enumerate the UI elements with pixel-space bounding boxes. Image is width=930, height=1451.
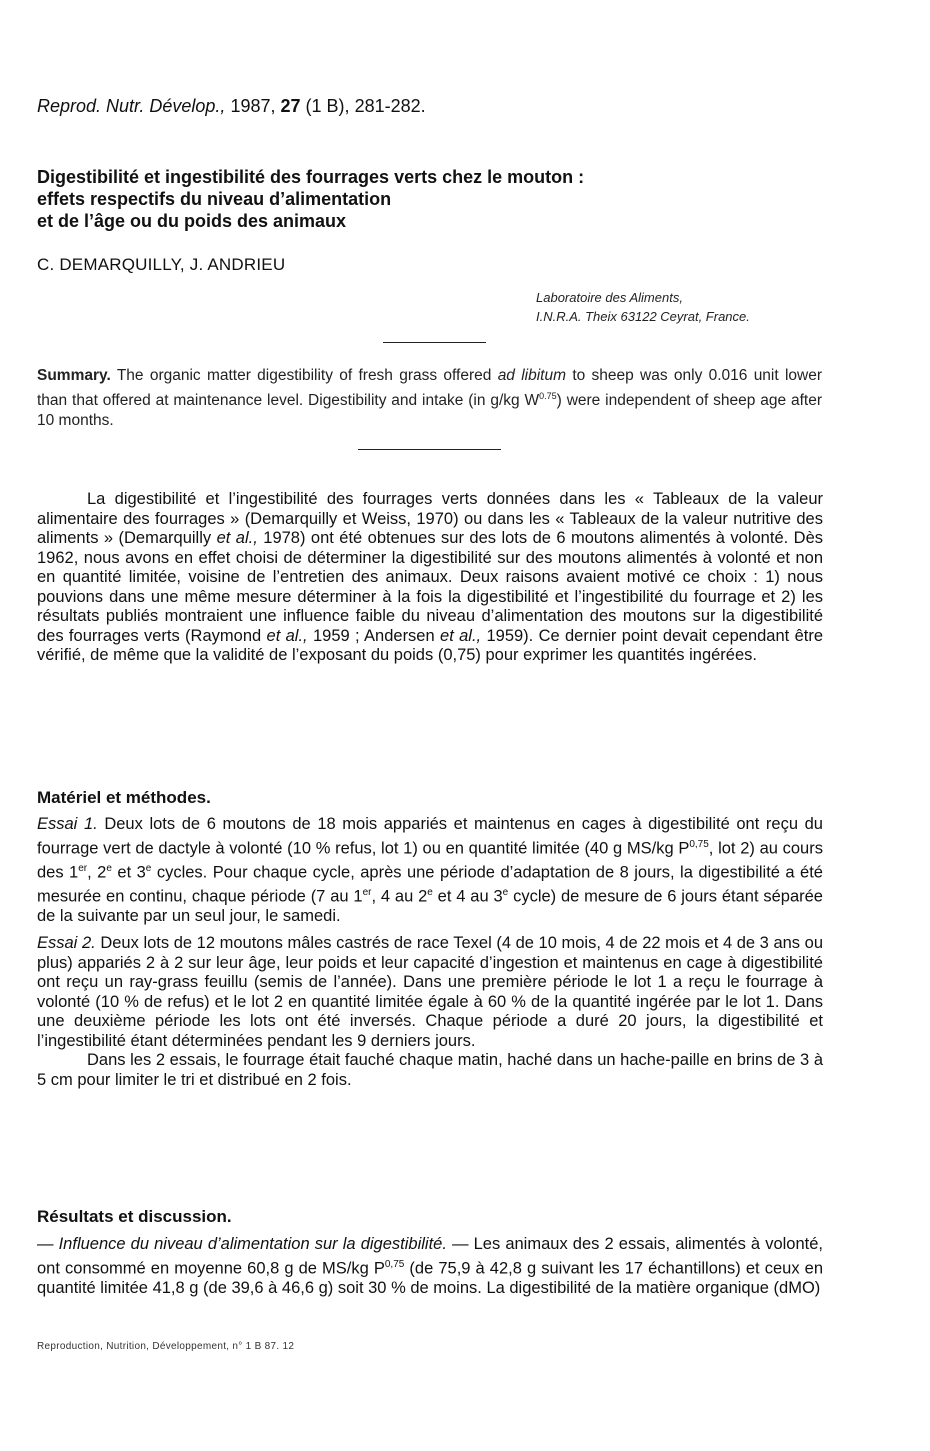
body-text: Deux lots de 6 moutons de 18 mois appariés et maintenus en cages à digestibilité ont reçu du fourrage vert de dactyle à volonté (10 % refus, lot 1) ou en quantité limitée (40 g MS/kg P xyxy=(37,815,823,857)
summary-text: ) were independent of sheep age after 10 months. xyxy=(37,392,822,430)
introduction xyxy=(37,490,823,666)
superscript: 0,75 xyxy=(384,1258,405,1270)
affiliation xyxy=(536,288,750,326)
body-text: Deux lots de 12 moutons mâles castrés de race Texel (4 de 10 mois, 4 de 22 mois et 4 de 3 ans ou plus) appariés 2 à 2 sur leur âge, leur poids et leur capacité d’ingestion et maintenus en cage à digestibilité ont reçu un ray-grass feuillu (semis de l’année). Dans une première période le lot 1 a reçu le fourrage à volonté (10 % de refus) et le lot 2 en quantité limitée égale à 60 % de la quantité ingérée par le lot 1. Dans une deuxième période les lots ont été inversés. Chaque période a duré 20 jours, la digestibilité et l’ingestibilité étant déterminées pendant les 9 derniers jours. xyxy=(37,934,824,1050)
summary-text: to sheep was only 0.016 unit lower than that offered at maintenance level. Digestibility and intake (in g/kg W xyxy=(37,367,823,410)
body-text: La digestibilité et l’ingestibilité des fourrages verts données dans les « Tableaux de la valeur alimentaire des fourrages » (Demarquilly et Weiss, 1970) ou dans les « Tableaux de la valeur nutritive des aliments » (Demarquilly xyxy=(37,490,823,547)
intro-paragraph xyxy=(37,490,823,666)
journal-pages: 281-282. xyxy=(354,96,426,116)
superscript: e xyxy=(427,886,433,898)
summary-superscript: 0.75 xyxy=(539,391,557,401)
superscript: e xyxy=(145,862,152,874)
body-text: 1978) ont été obtenues sur des lots de 6 moutons alimentés à volonté. Dès 1962, nous avons en effet choisi de déterminer la digestibilité sur des moutons alimentés à volonté et non en quantité limitée, voisine de l’entretien des animaux. Deux raisons avaient motivé ce choix : 1) nous pouvions dans une même mesure déterminer à la fois la digestibilité et l’ingestibilité du fourrage et 2) les résultats publiés montraient une influence faible du niveau d’alimentation des moutons sur la digestibilité des fourrages verts (Raymond xyxy=(37,529,823,645)
journal-year: 1987, xyxy=(230,96,276,116)
methods-heading: Matériel et méthodes. xyxy=(37,788,211,807)
affiliation-line: Laboratoire des Aliments, xyxy=(536,290,683,305)
results-paragraph xyxy=(37,1235,823,1298)
summary-text: The organic matter digestibility of fresh grass offered xyxy=(116,367,492,384)
body-text: 1959). Ce dernier point devait cependant être vérifié, de même que la validité de l’exposant du poids (0,75) pour exprimer les quantités ingérées. xyxy=(37,626,824,664)
essai2-paragraph xyxy=(37,934,823,1051)
results-lead: — Influence du niveau d’alimentation sur la digestibilité. — xyxy=(37,1235,469,1253)
body-text: cycles. Pour chaque cycle, après une période d’adaptation de 8 jours, la digestibilité a été mesurée en continu, chaque période (7 au 1 xyxy=(37,863,823,905)
methods-section xyxy=(37,815,823,1090)
journal-volume: 27 xyxy=(280,96,301,116)
body-text: , 2 xyxy=(87,863,107,881)
body-text: et 3 xyxy=(117,863,146,881)
journal-citation xyxy=(37,96,426,117)
superscript: e xyxy=(106,862,112,874)
summary-label: Summary. xyxy=(37,367,111,384)
body-text: cycle) de mesure de 6 jours étant séparée de la suivante par un seul jour, le samedi. xyxy=(37,887,823,925)
separator-rule xyxy=(383,342,486,343)
superscript: 0,75 xyxy=(689,838,709,850)
methods-paragraph: Dans les 2 essais, le fourrage était fauché chaque matin, haché dans un hache-paille en brins de 3 à 5 cm pour limiter le tri et distribué en 2 fois. xyxy=(37,1051,823,1089)
body-text: 1959 ; Andersen xyxy=(312,626,435,645)
body-text: et 4 au 3 xyxy=(437,887,503,905)
results-section xyxy=(37,1235,823,1298)
separator-rule xyxy=(358,449,501,450)
title-line: et de l’âge ou du poids des animaux xyxy=(37,211,347,231)
body-text: Les animaux des 2 essais, alimentés à volonté, ont consommé en moyenne 60,8 g de MS/kg P xyxy=(37,1235,823,1277)
body-italic: et al., xyxy=(440,626,482,645)
authors: C. DEMARQUILLY, J. ANDRIEU xyxy=(37,255,286,274)
article-title xyxy=(37,166,857,232)
title-line: effets respectifs du niveau d’alimentation xyxy=(37,189,392,209)
affiliation-line: I.N.R.A. Theix 63122 Ceyrat, France. xyxy=(536,309,750,324)
journal-name: Reprod. Nutr. Dévelop., xyxy=(37,96,226,116)
superscript: er xyxy=(78,862,88,874)
essai1-paragraph xyxy=(37,815,823,926)
superscript: e xyxy=(502,886,509,898)
summary xyxy=(37,366,822,431)
results-heading: Résultats et discussion. xyxy=(37,1207,232,1226)
essai2-label: Essai 2. xyxy=(37,934,96,952)
body-text: , 4 au 2 xyxy=(371,887,428,905)
body-text: (de 75,9 à 42,8 g suivant les 17 échantillons) et ceux en quantité limitée 41,8 g (de 39,6 à 46,6 g) soit 30 % de moins. La digestibilité de la matière organique (dMO) xyxy=(37,1259,823,1297)
superscript: er xyxy=(362,886,372,898)
journal-issue: (1 B), xyxy=(305,96,350,116)
body-italic: et al., xyxy=(216,529,258,547)
summary-italic: ad libitum xyxy=(497,367,567,384)
body-text: , lot 2) au cours des 1 xyxy=(37,839,823,881)
essai1-label: Essai 1. xyxy=(37,815,98,833)
title-line: Digestibilité et ingestibilité des fourrages verts chez le mouton : xyxy=(37,167,585,187)
page-footer: Reproduction, Nutrition, Développement, n° 1 B 87. 12 xyxy=(37,1341,295,1352)
body-italic: et al., xyxy=(266,626,308,645)
